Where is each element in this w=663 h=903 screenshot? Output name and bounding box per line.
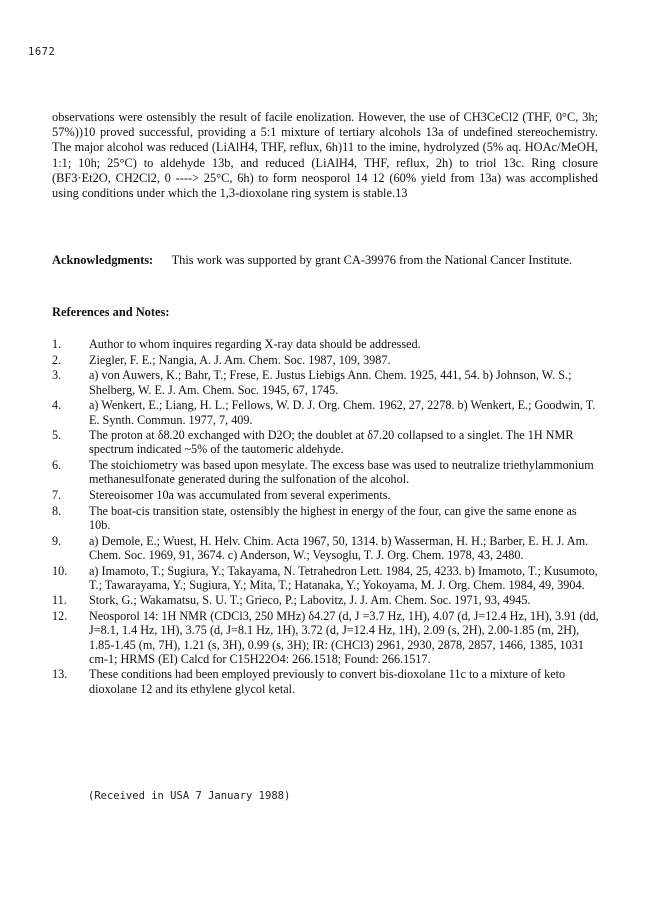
reference-item [52, 504, 600, 532]
reference-text: Stork, G.; Wakamatsu, S. U. T.; Grieco, P.; Labovitz, J. J. Am. Chem. Soc. 1971, 93, 4945. [89, 593, 531, 608]
reference-text: The stoichiometry was based upon mesylate. The excess base was used to neutralize triethylammonium methanesulfonate generated during the sulfonation of the alcohol. [89, 458, 594, 487]
body-paragraph: observations were ostensibly the result of facile enolization. However, the use of CH3CeCl2 (THF, 0°C, 3h; 57%))10 proved successful, providing a 5:1 mixture of tertiary alcohols 13a of undefined stereochemistry. The major alcohol was reduced (LiAlH4, THF, reflux, 6h)11 to the imine, hydrolyzed (5% aq. HOAc/MeOH, 1:1; 10h; 25°C) to aldehyde 13b, and reduced (LiAlH4, THF, reflux, 2h) to triol 13c. Ring closure (BF3·Et2O, CH2Cl2, 0 ----> 25°C, 6h) to form neosporol 14 12 (60% yield from 13a) was accomplished using conditions under which the 1,3-dioxolane ring system is stable.13 [52, 110, 598, 201]
reference-number: 11. [52, 593, 67, 608]
body-paragraph-block [52, 110, 598, 201]
reference-number: 1. [52, 337, 62, 351]
reference-text: Stereoisomer 10a was accumulated from several experiments. [89, 488, 391, 503]
reference-item [52, 593, 600, 607]
reference-number: 6. [52, 458, 62, 473]
reference-item [52, 428, 600, 456]
reference-item [52, 458, 600, 486]
page-number: 1672 [28, 46, 56, 58]
reference-item [52, 337, 600, 351]
reference-number: 13. [52, 667, 68, 682]
acknowledgments-section [52, 252, 598, 268]
reference-text: These conditions had been employed previously to convert bis-dioxolane 11c to a mixture of keto dioxolane 12 and its ethylene glycol ketal. [89, 667, 566, 696]
references-list [52, 337, 600, 697]
reference-text: Ziegler, F. E.; Nangia, A. J. Am. Chem. Soc. 1987, 109, 3987. [89, 352, 391, 367]
reference-number: 10. [52, 563, 68, 578]
reference-item [52, 488, 600, 502]
reference-text: a) Imamoto, T.; Sugiura, Y.; Takayama, N. Tetrahedron Lett. 1984, 25, 4233. b) Imamoto, T.; Kusumoto, T.; Tawarayama, Y.; Sugiura, Y.; Mita, T.; Hatanaka, Y.; Yokoyama, M. J. Org. Chem. 1984, 49, 3904. [89, 563, 598, 592]
acknowledgments-text: This work was supported by grant CA-39976 from the National Cancer Institute. [171, 253, 573, 267]
reference-number: 2. [52, 352, 62, 367]
reference-text: a) von Auwers, K.; Bahr, T.; Frese, E. Justus Liebigs Ann. Chem. 1925, 441, 54. b) Johnson, W. S.; Shelberg, W. E. J. Am. Chem. Soc. 1945, 67, 1745. [89, 368, 572, 397]
reference-item [52, 398, 600, 426]
reference-number: 4. [52, 398, 62, 413]
references-heading: References and Notes: [52, 305, 170, 319]
reference-item [52, 368, 600, 396]
reference-number: 3. [52, 368, 62, 383]
reference-text: The boat-cis transition state, ostensibly the highest in energy of the four, can give the same enone as 10b. [89, 503, 577, 532]
reference-text: Neosporol 14: 1H NMR (CDCl3, 250 MHz) δ4.27 (d, J =3.7 Hz, 1H), 4.07 (d, J=12.4 Hz, 1H), 3.91 (dd, J=8.1, 1.4 Hz, 1H), 3.75 (d, J=8.1 Hz, 1H), 3.72 (d, J=12.4 Hz, 1H), 2.09 (s, 2H), 2.00-1.85 (m, 2H), 1.85-1.45 (m, 7H), 1.21 (s, 3H), 0.99 (s, 3H); IR: (CHCl3) 2961, 2930, 2878, 2857, 1466, 1385, 1031 cm-1; HRMS (EI) Calcd for C15H22O4: 266.1518; Found: 266.1517. [89, 609, 599, 666]
reference-number: 8. [52, 503, 62, 518]
reference-text: a) Demole, E.; Wuest, H. Helv. Chim. Acta 1967, 50, 1314. b) Wasserman, H. H.; Barber, E. H. J. Am. Chem. Soc. 1969, 91, 3674. c) Anderson, W.; Veysoglu, T. J. Org. Chem. 1978, 43, 2480. [89, 533, 589, 562]
reference-text: The proton at δ8.20 exchanged with D2O; the doublet at δ7.20 collapsed to a singlet. The 1H NMR spectrum indicated ~5% of the tautomeric aldehyde. [89, 428, 574, 457]
reference-item [52, 667, 600, 695]
reference-text: Author to whom inquires regarding X-ray data should be addressed. [89, 337, 421, 351]
acknowledgments-label: Acknowledgments: [52, 253, 154, 267]
reference-item [52, 609, 600, 666]
received-date: (Received in USA 7 January 1988) [88, 790, 291, 802]
reference-item [52, 353, 600, 367]
reference-number: 7. [52, 488, 62, 503]
reference-text: a) Wenkert, E.; Liang, H. L.; Fellows, W. D. J. Org. Chem. 1962, 27, 2278. b) Wenkert, E.; Goodwin, T. E. Synth. Commun. 1977, 7, 409. [89, 398, 596, 427]
reference-item [52, 564, 600, 592]
reference-number: 12. [52, 609, 68, 624]
reference-number: 9. [52, 533, 62, 548]
reference-item [52, 534, 600, 562]
reference-number: 5. [52, 428, 62, 443]
